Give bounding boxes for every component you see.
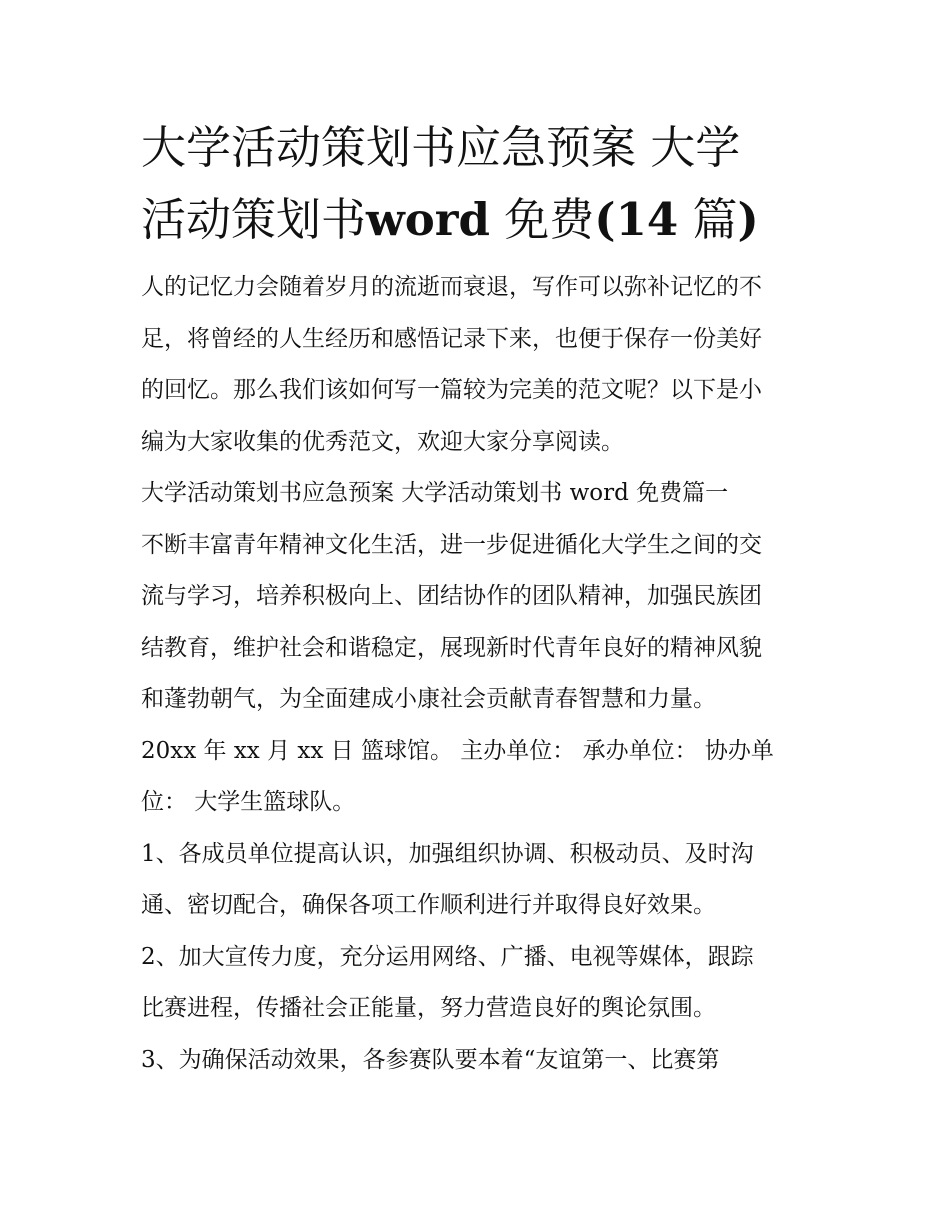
title-line: 活动策划书word 免费(14 篇) (141, 193, 759, 246)
title-line: 大学活动策划书应急预案 大学 (141, 121, 741, 174)
title-latin-text: word (366, 193, 490, 246)
paragraph-line: 通、密切配合，确保各项工作顺利进行并取得良好效果。 (141, 892, 716, 918)
paragraph-line: 比赛进程，传播社会正能量，努力营造良好的舆论氛围。 (141, 995, 716, 1021)
title-latin-text: ) (737, 193, 759, 246)
list-item (141, 1035, 813, 1087)
paragraph-line: 结教育，维护社会和谐稳定，展现新时代青年良好的精神风貌 (141, 634, 762, 661)
paragraph-line: 和蓬勃朝气，为全面建成小康社会贡献青春智慧和力量。 (141, 686, 716, 712)
paragraph-line: 2、加大宣传力度，充分运用网络、广播、电视等媒体，跟踪 (141, 943, 754, 970)
purpose-paragraph (141, 520, 813, 726)
paragraph-line: 位： 大学生篮球队。 (141, 789, 356, 815)
title-latin-text: 14 (615, 193, 679, 246)
list-item (141, 932, 813, 1035)
title-latin-text: ( (594, 193, 616, 246)
paragraph-line: 编为大家收集的优秀范文，欢迎大家分享阅读。 (141, 428, 624, 455)
intro-paragraph (141, 262, 813, 468)
list-item (141, 829, 813, 932)
document-body (141, 112, 813, 1086)
document-title (141, 112, 813, 256)
paragraph-line: 的回忆。那么我们该如何写一篇较为完美的范文呢？以下是小 (141, 377, 762, 403)
paragraph-line: 不断丰富青年精神文化生活，进一步促进循化大学生之间的交 (141, 531, 762, 558)
paragraph-line: 20xx 年 xx 月 xx 日 篮球馆。 主办单位： 承办单位： 协办单 (141, 737, 774, 764)
paragraph-line: 人的记忆力会随着岁月的流逝而衰退，写作可以弥补记忆的不 (141, 274, 762, 300)
paragraph-line: 大学活动策划书应急预案 大学活动策划书 word 免费篇一 (141, 480, 729, 506)
paragraph-line: 足，将曾经的人生经历和感悟记录下来，也便于保存一份美好 (141, 325, 762, 352)
section-heading (141, 468, 813, 520)
paragraph-line: 1、各成员单位提高认识，加强组织协调、积极动员、及时沟 (141, 840, 754, 867)
paragraph-line: 流与学习，培养积极向上、团结协作的团队精神，加强民族团 (141, 583, 762, 609)
event-info-paragraph (141, 726, 813, 829)
paragraph-line: 3、为确保活动效果，各参赛队要本着“友谊第一、比赛第 (141, 1046, 720, 1073)
